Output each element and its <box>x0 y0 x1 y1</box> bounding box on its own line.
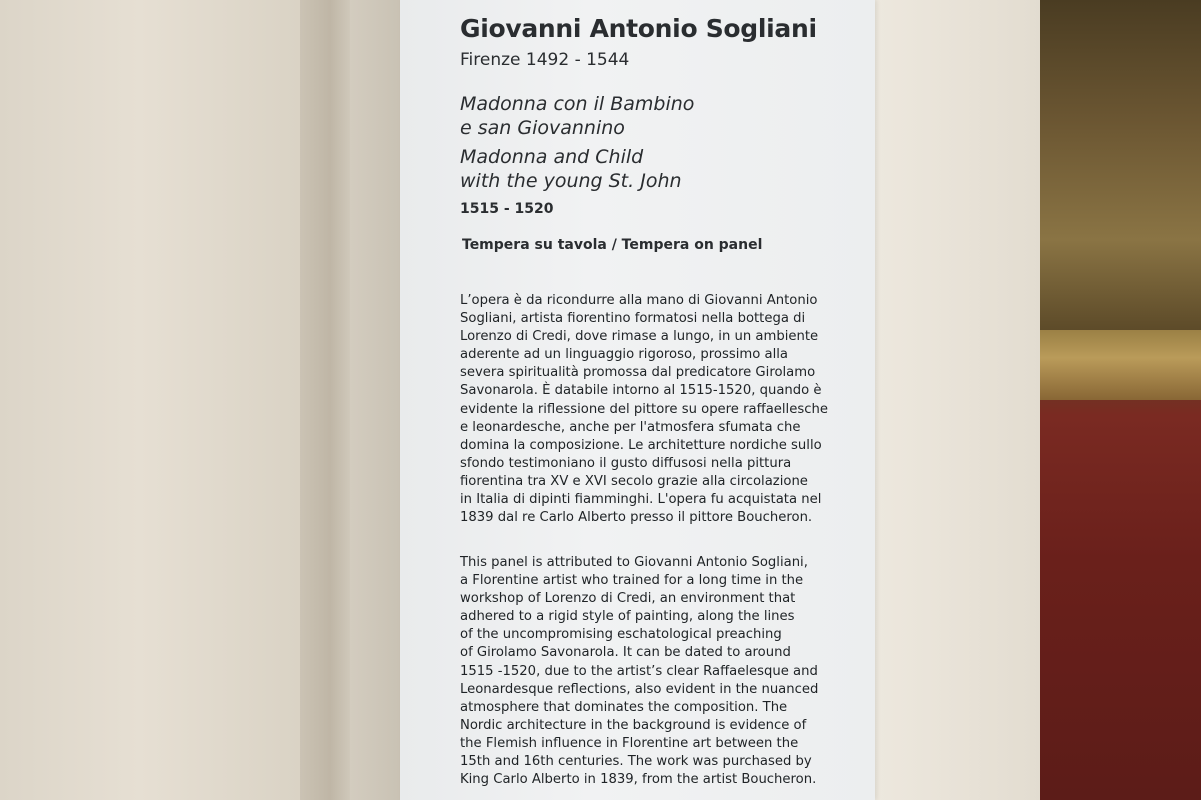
label-mount-shadow <box>350 0 400 800</box>
text-line: Savonarola. È databile intorno al 1515-1520, quando è <box>460 383 822 399</box>
text-line: the Flemish influence in Florentine art between the <box>460 735 799 751</box>
title-line: Madonna con il Bambino <box>460 93 695 115</box>
artist-dates: Firenze 1492 - 1544 <box>460 50 630 70</box>
text-line: aderente ad un linguaggio rigoroso, prossimo alla <box>460 347 788 363</box>
artwork-year: 1515 - 1520 <box>460 201 554 217</box>
text-line: of Girolamo Savonarola. It can be dated to around <box>460 645 791 661</box>
title-line: with the young St. John <box>460 170 682 192</box>
text-line: Sogliani, artista fiorentino formatosi nella bottega di <box>460 311 806 327</box>
painting-frame <box>1040 330 1201 400</box>
description-english <box>460 554 819 789</box>
text-line: adhered to a rigid style of painting, along the lines <box>460 609 795 625</box>
wall-right <box>875 0 1045 800</box>
text-line: 1515 -1520, due to the artist’s clear Raffaelesque and <box>460 663 818 679</box>
text-line: L’opera è da ricondurre alla mano di Giovanni Antonio <box>460 293 818 308</box>
text-line: e leonardesche, anche per l'atmosfera sfumata che <box>460 419 801 435</box>
artwork-title-english <box>460 145 682 193</box>
text-line: fiorentina tra XV e XVI secolo grazie alla circolazione <box>460 473 808 489</box>
title-line: Madonna and Child <box>460 146 644 168</box>
text-line: a Florentine artist who trained for a long time in the <box>460 573 804 589</box>
text-line: severa spiritualità promossa dal predicatore Girolamo <box>460 365 816 381</box>
text-line: This panel is attributed to Giovanni Antonio Sogliani, <box>460 555 808 570</box>
text-line: Leonardesque reflections, also evident in the nuanced <box>460 681 819 697</box>
text-line: atmosphere that dominates the composition. The <box>460 699 788 715</box>
text-line: sfondo testimoniano il gusto diffusosi nella pittura <box>460 455 792 471</box>
text-line: domina la composizione. Le architetture nordiche sullo <box>460 437 822 453</box>
museum-label-card <box>400 0 875 800</box>
text-line: King Carlo Alberto in 1839, from the artist Boucheron. <box>460 772 817 788</box>
painting-edge <box>1040 0 1201 800</box>
text-line: workshop of Lorenzo di Credi, an environment that <box>460 591 796 607</box>
text-line: evidente la riflessione del pittore su opere raffaellesche <box>460 401 828 417</box>
text-line: Nordic architecture in the background is evidence of <box>460 717 807 733</box>
title-line: e san Giovannino <box>460 117 625 139</box>
artist-name: Giovanni Antonio Sogliani <box>460 14 817 43</box>
text-line: 15th and 16th centuries. The work was purchased by <box>460 754 812 770</box>
text-line: Lorenzo di Credi, dove rimase a lungo, in un ambiente <box>460 329 819 345</box>
artwork-title-italian <box>460 92 694 140</box>
text-line: of the uncompromising eschatological preaching <box>460 627 782 643</box>
text-line: in Italia di dipinti fiamminghi. L'opera fu acquistata nel <box>460 492 822 508</box>
wall-edge <box>300 0 350 800</box>
wall-left <box>0 0 310 800</box>
text-line: 1839 dal re Carlo Alberto presso il pittore Boucheron. <box>460 510 813 526</box>
artwork-medium: Tempera su tavola / Tempera on panel <box>462 237 763 253</box>
description-italian <box>460 292 828 527</box>
